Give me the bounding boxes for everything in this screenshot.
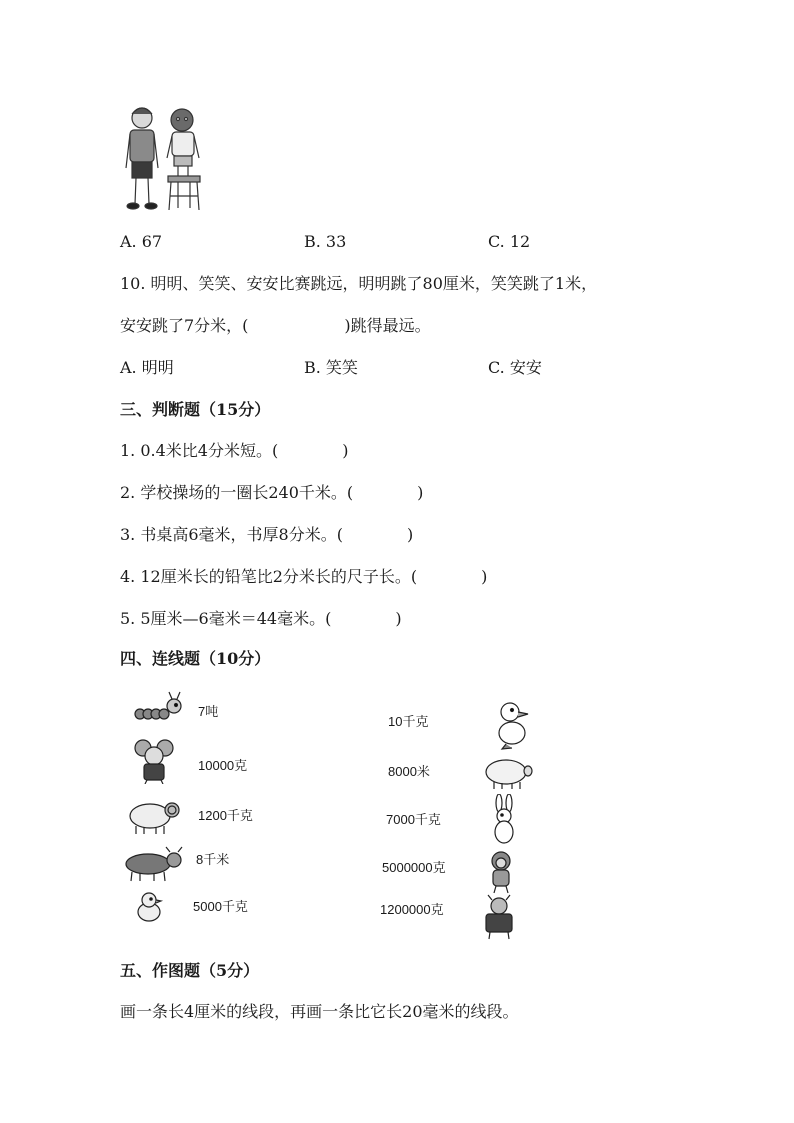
q9-option-b: B. 33 <box>304 232 347 251</box>
section5-instruction: 画一条长4厘米的线段，再画一条比它长20毫米的线段。 <box>120 1002 519 1021</box>
left-label-5: 5000千克 <box>193 899 248 914</box>
caterpillar-icon <box>132 690 184 726</box>
section4-heading: 四、连线题（10分） <box>120 649 271 668</box>
mouse-icon <box>133 738 177 784</box>
left-label-3: 1200千克 <box>198 808 253 823</box>
q9-option-c: C. 12 <box>488 232 531 251</box>
right-label-3: 7000千克 <box>386 812 441 827</box>
judge-item-2: 2. 学校操场的一圈长240千米。( ) <box>120 483 424 502</box>
ox-icon <box>122 846 184 882</box>
right-label-5: 1200000克 <box>380 902 444 917</box>
section5-heading: 五、作图题（5分） <box>120 961 260 980</box>
left-label-4: 8千米 <box>196 852 230 867</box>
chick-icon <box>134 890 164 924</box>
q10-option-a: A. 明明 <box>120 358 174 377</box>
q9-option-a: A. 67 <box>120 232 163 251</box>
monkey-icon <box>484 850 518 894</box>
duck-icon <box>492 700 532 750</box>
left-label-1: 7吨 <box>198 704 219 719</box>
judge-item-1: 1. 0.4米比4分米短。( ) <box>120 441 349 460</box>
left-label-2: 10000克 <box>198 758 248 773</box>
q10-text-line2: 安安跳了7分米，( )跳得最远。 <box>120 316 431 335</box>
right-label-1: 10千克 <box>388 714 429 729</box>
rabbit-icon <box>488 794 520 846</box>
children-height-illustration <box>120 100 210 215</box>
pig-icon <box>482 756 534 790</box>
right-label-2: 8000米 <box>388 764 430 779</box>
goat-icon <box>478 894 522 940</box>
right-label-4: 5000000克 <box>382 860 446 875</box>
q10-option-c: C. 安安 <box>488 358 542 377</box>
q10-option-b: B. 笑笑 <box>304 358 358 377</box>
judge-item-3: 3. 书桌高6毫米，书厚8分米。( ) <box>120 525 414 544</box>
judge-item-5: 5. 5厘米—6毫米＝44毫米。( ) <box>120 609 402 628</box>
judge-item-4: 4. 12厘米长的铅笔比2分米长的尺子长。( ) <box>120 567 488 586</box>
section3-heading: 三、判断题（15分） <box>120 400 271 419</box>
q10-text-line1: 10. 明明、笑笑、安安比赛跳远，明明跳了80厘米，笑笑跳了1米， <box>120 274 598 293</box>
sheep-icon <box>126 796 182 836</box>
